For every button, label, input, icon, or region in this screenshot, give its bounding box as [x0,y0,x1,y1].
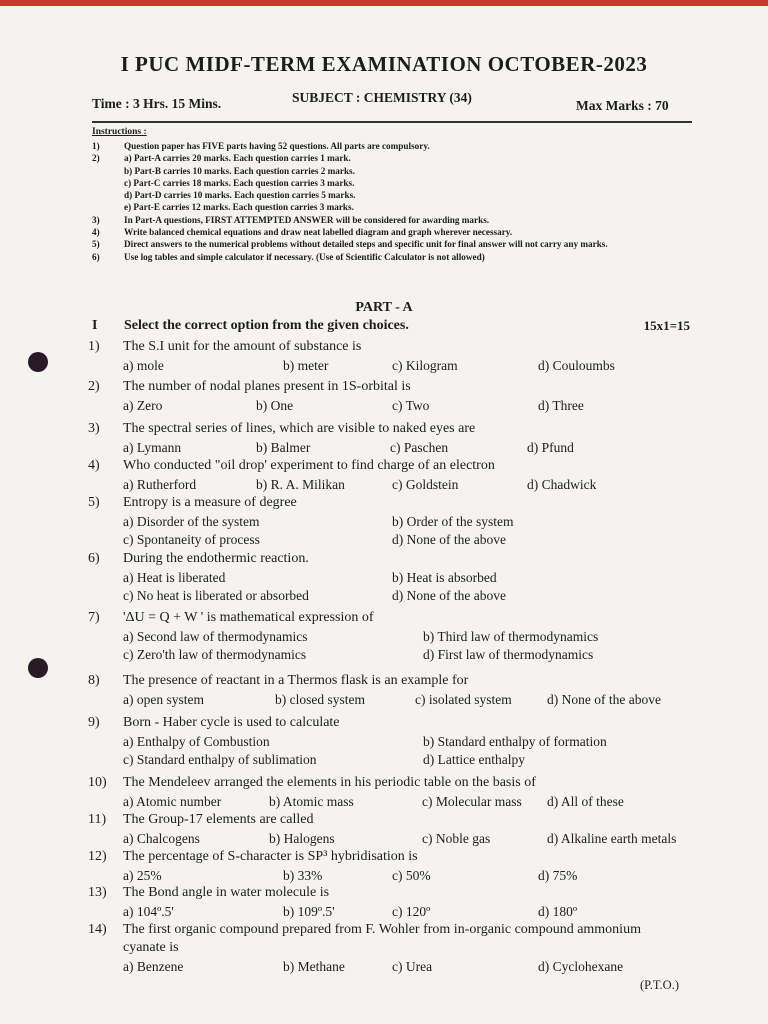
option-b[interactable]: b) Atomic mass [269,794,354,809]
option-b[interactable]: b) meter [283,358,329,373]
option-c[interactable]: c) Molecular mass [422,794,522,809]
instruction-number [92,165,124,177]
question-number: 4) [88,458,100,473]
option-c[interactable]: c) Zero'th law of thermodynamics [123,647,307,662]
option-d[interactable]: d) None of the above [392,532,506,547]
instruction-number: 3) [92,214,100,225]
instruction-number: 5) [92,239,100,250]
question-number: 8) [88,673,100,688]
question-text: The Mendeleev arranged the elements in his periodic table on the basis of [123,775,536,790]
instruction-number [92,189,124,201]
option-c[interactable]: c) Goldstein [392,477,459,492]
question-text: Entropy is a measure of degree [123,495,297,510]
punch-hole [28,658,48,678]
instruction-number [92,177,124,189]
option-d[interactable]: d) Chadwick [527,477,597,492]
option-a[interactable]: a) Disorder of the system [123,514,260,529]
max-marks: Max Marks : 70 [576,98,669,113]
option-b[interactable]: b) closed system [275,692,365,707]
option-a[interactable]: a) Rutherford [123,477,197,492]
instructions-list [92,140,692,263]
instruction-text: Question paper has FIVE parts having 52 questions. All parts are compulsory. [124,141,430,151]
question-number: 6) [88,551,100,566]
question-number: 10) [88,775,107,790]
exam-time: Time : 3 Hrs. 15 Mins. [92,96,222,111]
instruction-text: d) Part-D carries 10 marks. Each question carries 5 marks. [124,190,356,201]
question-number: 3) [88,421,100,436]
option-b[interactable]: b) R. A. Milikan [256,477,345,492]
section-text: Select the correct option from the given choices. [124,318,409,333]
option-b[interactable]: b) Methane [283,959,345,974]
option-d[interactable]: d) 180º [538,904,578,919]
question-number: 11) [88,812,107,827]
exam-subject: SUBJECT : CHEMISTRY (34) [292,90,472,105]
instruction-item [92,152,692,164]
option-a[interactable]: a) Lymann [123,440,182,455]
instruction-item [92,165,692,177]
option-a[interactable]: a) Chalcogens [123,831,200,846]
header-divider [92,121,692,123]
question-number: 9) [88,715,100,730]
option-d[interactable]: d) First law of thermodynamics [423,647,594,662]
option-c[interactable]: c) Noble gas [422,831,491,846]
question-number: 1) [88,339,100,354]
section-number: I [92,318,98,333]
option-b[interactable]: b) Standard enthalpy of formation [423,734,607,749]
option-b[interactable]: b) 33% [283,868,323,883]
option-c[interactable]: c) Paschen [390,440,449,455]
question-text: The presence of reactant in a Thermos flask is an example for [123,673,469,688]
option-c[interactable]: c) 50% [392,868,431,883]
option-a[interactable]: a) Second law of thermodynamics [123,629,308,644]
option-a[interactable]: a) Zero [123,398,163,413]
option-c[interactable]: c) Standard enthalpy of sublimation [123,752,317,767]
instruction-text: Write balanced chemical equations and draw neat labelled diagram and graph wherever necessary. [124,227,513,238]
option-d[interactable]: d) Pfund [527,440,574,455]
question-text: Born - Haber cycle is used to calculate [123,715,340,730]
question-text: The number of nodal planes present in 1S-orbital is [123,379,411,394]
option-b[interactable]: b) Balmer [256,440,311,455]
option-b[interactable]: b) One [256,398,294,413]
question-number: 2) [88,379,100,394]
option-a[interactable]: a) 25% [123,868,162,883]
question-number: 13) [88,885,107,900]
option-c[interactable]: c) Two [392,398,430,413]
question-text: The Group-17 elements are called [123,812,314,827]
instruction-item [92,226,692,238]
option-d[interactable]: d) Couloumbs [538,358,615,373]
section-marks: 15x1=15 [643,318,690,333]
instruction-item [92,189,692,201]
option-c[interactable]: c) Spontaneity of process [123,532,260,547]
instruction-number [92,201,124,213]
option-c[interactable]: c) Kilogram [392,358,458,373]
instruction-item [92,214,692,226]
option-c[interactable]: c) isolated system [415,692,512,707]
question-text: The spectral series of lines, which are visible to naked eyes are [123,421,476,436]
instruction-text: e) Part-E carries 12 marks. Each question carries 3 marks. [124,202,354,213]
instructions-heading: Instructions : [92,127,147,137]
punch-hole [28,352,48,372]
question-number: 12) [88,849,107,864]
option-c[interactable]: c) No heat is liberated or absorbed [123,588,309,603]
option-b[interactable]: b) 109º.5' [283,904,335,919]
option-a[interactable]: a) mole [123,358,164,373]
instruction-item [92,251,692,263]
instruction-number: 4) [92,227,100,238]
question-text-continued: cyanate is [123,940,179,955]
instruction-text: In Part-A questions, FIRST ATTEMPTED ANSWER will be considered for awarding marks. [124,214,490,225]
instruction-text: a) Part-A carries 20 marks. Each question carries 1 mark. [124,153,351,164]
option-c[interactable]: c) 120º [392,904,431,919]
question-text: The Bond angle in water molecule is [123,885,330,900]
exam-title: I PUC MIDF-TERM EXAMINATION OCTOBER-2023 [120,52,648,76]
option-a[interactable]: a) Enthalpy of Combustion [123,734,270,749]
question-text: The first organic compound prepared from F. Wohler from in-organic compound ammonium [123,922,641,937]
option-b[interactable]: b) Halogens [269,831,335,846]
option-d[interactable]: d) Lattice enthalpy [423,752,525,767]
option-d[interactable]: d) All of these [547,794,624,809]
option-a[interactable]: a) Benzene [123,959,184,974]
option-a[interactable]: a) open system [123,692,204,707]
question-number: 7) [88,610,100,625]
option-d[interactable]: d) 75% [538,868,578,883]
question-text: Who conducted "oil drop' experiment to find charge of an electron [123,458,495,473]
question-text: 'ΔU = Q + W ' is mathematical expression of [123,610,374,625]
part-heading: PART - A [355,300,413,315]
option-a[interactable]: a) Heat is liberated [123,570,226,585]
option-d[interactable]: d) None of the above [547,692,661,707]
instruction-item [92,177,692,189]
question-number: 5) [88,495,100,510]
question-text: During the endothermic reaction. [123,551,309,566]
option-a[interactable]: a) 104º.5' [123,904,174,919]
question-text: The percentage of S-character is SP³ hybridisation is [123,849,418,864]
instruction-number: 2) [92,153,100,164]
option-b[interactable]: b) Third law of thermodynamics [423,629,599,644]
page-edge-mark [0,0,768,6]
option-b[interactable]: b) Heat is absorbed [392,570,497,585]
option-d[interactable]: d) Three [538,398,584,413]
question-number: 14) [88,922,107,937]
instruction-item [92,238,692,250]
page-footer: (P.T.O.) [640,978,680,992]
option-b[interactable]: b) Order of the system [392,514,514,529]
option-a[interactable]: a) Atomic number [123,794,222,809]
option-d[interactable]: d) Alkaline earth metals [547,831,677,846]
instruction-number: 1) [92,141,100,151]
instruction-text: Direct answers to the numerical problems without detailed steps and specific unit for final answer will not carry any marks. [124,239,608,250]
instruction-item [92,201,692,213]
instruction-text: Use log tables and simple calculator if necessary. (Use of Scientific Calculator is not allowed) [124,251,485,262]
instruction-text: c) Part-C carries 18 marks. Each question carries 3 marks. [124,177,355,188]
question-text: The S.I unit for the amount of substance is [123,339,362,354]
option-d[interactable]: d) None of the above [392,588,506,603]
instruction-number: 6) [92,251,100,262]
instruction-item [92,140,692,152]
instruction-text: b) Part-B carries 10 marks. Each question carries 2 marks. [124,165,355,176]
option-d[interactable]: d) Cyclohexane [538,959,624,974]
option-c[interactable]: c) Urea [392,959,433,974]
